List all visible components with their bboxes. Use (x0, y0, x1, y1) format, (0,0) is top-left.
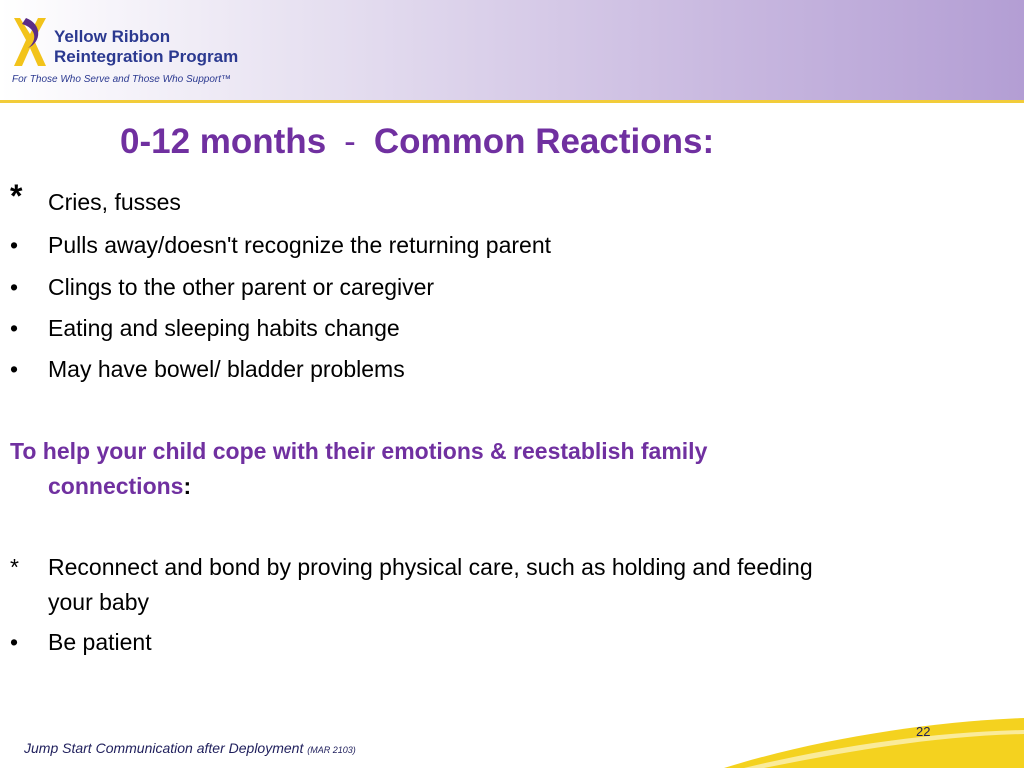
slide-title (120, 120, 714, 164)
bullet-marker: • (10, 274, 19, 300)
list-item-text: Be patient (48, 629, 152, 655)
list-item (10, 314, 400, 342)
page-number: 22 (916, 724, 931, 739)
ribbon-logo-icon (12, 14, 52, 70)
title-separator: - (344, 122, 356, 161)
help-heading-word: connections (48, 473, 184, 499)
list-item (10, 355, 405, 383)
list-item (10, 628, 152, 656)
list-item-text: Eating and sleeping habits change (48, 315, 400, 341)
footer-swoosh (724, 698, 1024, 768)
tagline: For Those Who Serve and Those Who Support™ (12, 74, 231, 85)
bullet-marker: • (10, 315, 19, 341)
header-rule (0, 100, 1024, 103)
list-item (10, 231, 551, 259)
org-name-line1: Yellow Ribbon (54, 27, 171, 46)
title-topic: Common Reactions: (373, 122, 715, 161)
help-heading-colon: : (183, 473, 192, 499)
list-item (10, 178, 181, 216)
bullet-marker: • (10, 629, 19, 655)
star-marker: * (10, 178, 23, 214)
bullet-marker: • (10, 356, 19, 382)
title-age-range: 0-12 months (120, 122, 327, 161)
list-item (10, 553, 813, 581)
list-item-continuation: your baby (48, 589, 150, 615)
bullet-marker: • (10, 232, 19, 258)
list-item-text: Clings to the other parent or caregiver (48, 274, 435, 300)
org-name-line2: Reintegration Program (54, 47, 239, 66)
help-heading-line2 (48, 472, 191, 500)
list-item-text: Cries, fusses (48, 189, 181, 215)
footer-title: Jump Start Communication after Deployment (24, 740, 304, 756)
footer-text (24, 740, 356, 756)
list-item-text: May have bowel/ bladder problems (48, 356, 405, 382)
footer-code: (MAR 2103) (307, 745, 356, 755)
help-heading-line1: To help your child cope with their emotions & reestablish family (10, 438, 708, 464)
list-item-text: Reconnect and bond by proving physical care, such as holding and feeding (48, 554, 813, 580)
list-item-text: Pulls away/doesn't recognize the returning parent (48, 232, 552, 258)
list-item (10, 273, 434, 301)
star-marker: * (10, 554, 19, 580)
